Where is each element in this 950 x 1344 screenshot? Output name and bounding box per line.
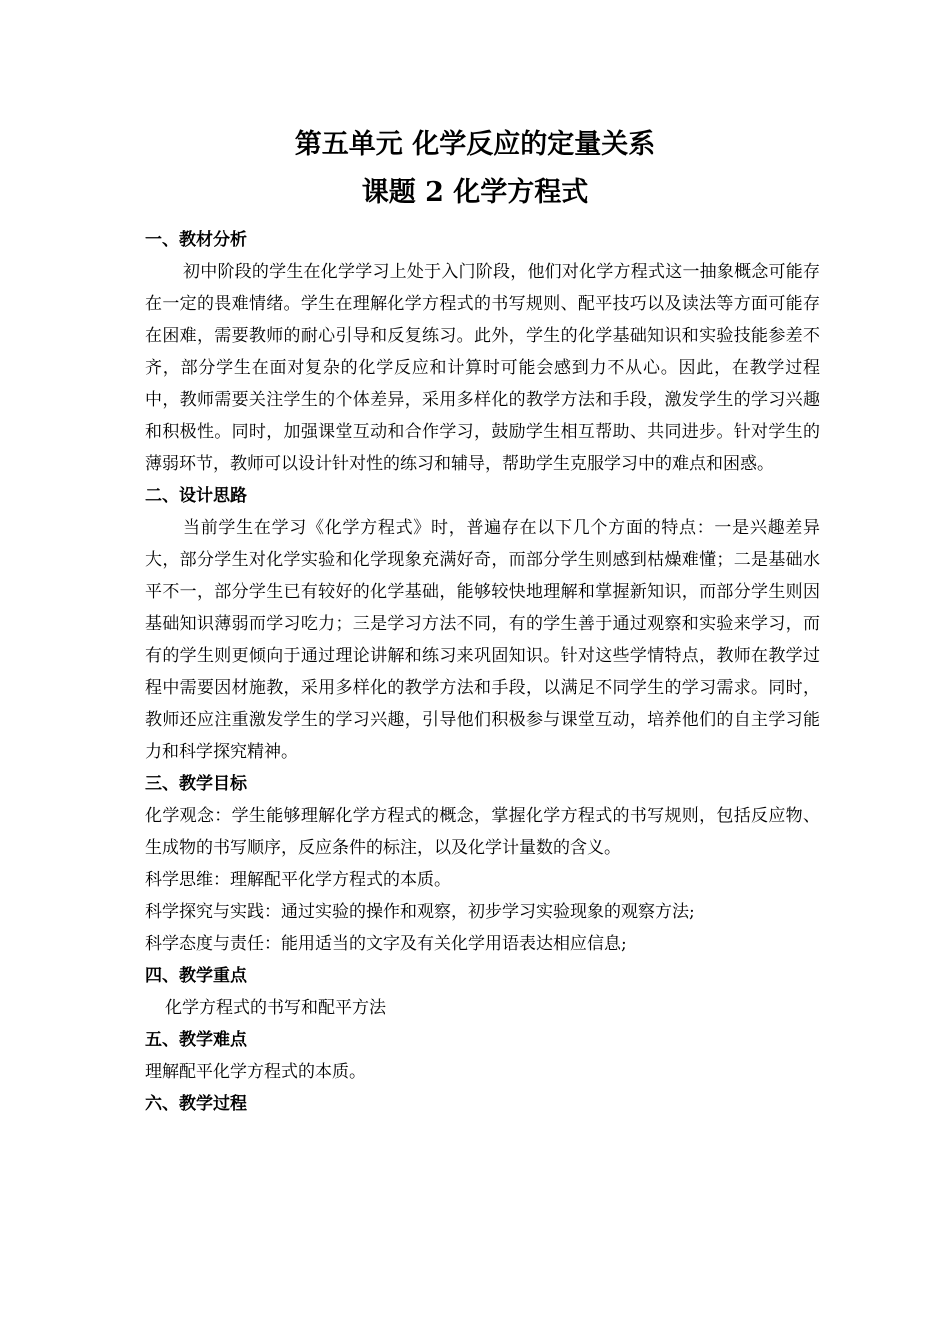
section-heading-analysis: 一、教材分析 xyxy=(145,230,247,250)
section-body-analysis: 初中阶段的学生在化学学习上处于入门阶段，他们对化学方程式这一抽象概念可能存在一定的畏难情绪。学生在理解化学方程式的书写规则、配平技巧以及读法等方面可能存在困难，需要教师的耐心引导和反复练习。此外，学生的化学基础知识和实验技能参差不齐，部分学生在面对复杂的化学反应和计算时可能会感到力不从心。因此，在教学过程中，教师需要关注学生的个体差异，采用多样化的教学方法和手段，激发学生的学习兴趣和积极性。同时，加强课堂互动和合作学习，鼓励学生相互帮助、共同进步。针对学生的薄弱环节，教师可以设计针对性的练习和辅导，帮助学生克服学习中的难点和困惑。 xyxy=(145,262,820,474)
goal-item-attitude-responsibility: 科学态度与责任：能用适当的文字及有关化学用语表达相应信息; xyxy=(145,934,627,954)
section-heading-process: 六、教学过程 xyxy=(145,1094,247,1114)
goal-item-scientific-thinking: 科学思维：理解配平化学方程式的本质。 xyxy=(145,870,451,890)
section-body-difficulties: 理解配平化学方程式的本质。 xyxy=(145,1062,366,1082)
section-heading-difficulties: 五、教学难点 xyxy=(145,1030,247,1050)
goal-item-chemistry-concept: 化学观念：学生能够理解化学方程式的概念，掌握化学方程式的书写规则，包括反应物、生成物的书写顺序，反应条件的标注，以及化学计量数的含义。 xyxy=(145,806,820,858)
goal-item-inquiry-practice: 科学探究与实践：通过实验的操作和观察，初步学习实验现象的观察方法; xyxy=(145,902,695,922)
section-body-key-points: 化学方程式的书写和配平方法 xyxy=(165,998,386,1018)
section-heading-goals: 三、教学目标 xyxy=(145,774,247,794)
unit-title: 第五单元 化学反应的定量关系 xyxy=(294,129,656,160)
section-heading-design: 二、设计思路 xyxy=(145,486,247,506)
document-body xyxy=(145,224,820,1120)
section-body-design: 当前学生在学习《化学方程式》时，普遍存在以下几个方面的特点：一是兴趣差异大，部分学生对化学实验和化学现象充满好奇，而部分学生则感到枯燥难懂；二是基础水平不一，部分学生已有较好的化学基础，能够较快地理解和掌握新知识，而部分学生则因基础知识薄弱而学习吃力；三是学习方法不同，有的学生善于通过观察和实验来学习，而有的学生则更倾向于通过理论讲解和练习来巩固知识。针对这些学情特点，教师在教学过程中需要因材施教，采用多样化的教学方法和手段，以满足不同学生的学习需求。同时，教师还应注重激发学生的学习兴趣，引导他们积极参与课堂互动，培养他们的自主学习能力和科学探究精神。 xyxy=(145,518,820,762)
section-heading-key-points: 四、教学重点 xyxy=(145,966,247,986)
lesson-title: 课题 2 化学方程式 xyxy=(361,177,589,208)
